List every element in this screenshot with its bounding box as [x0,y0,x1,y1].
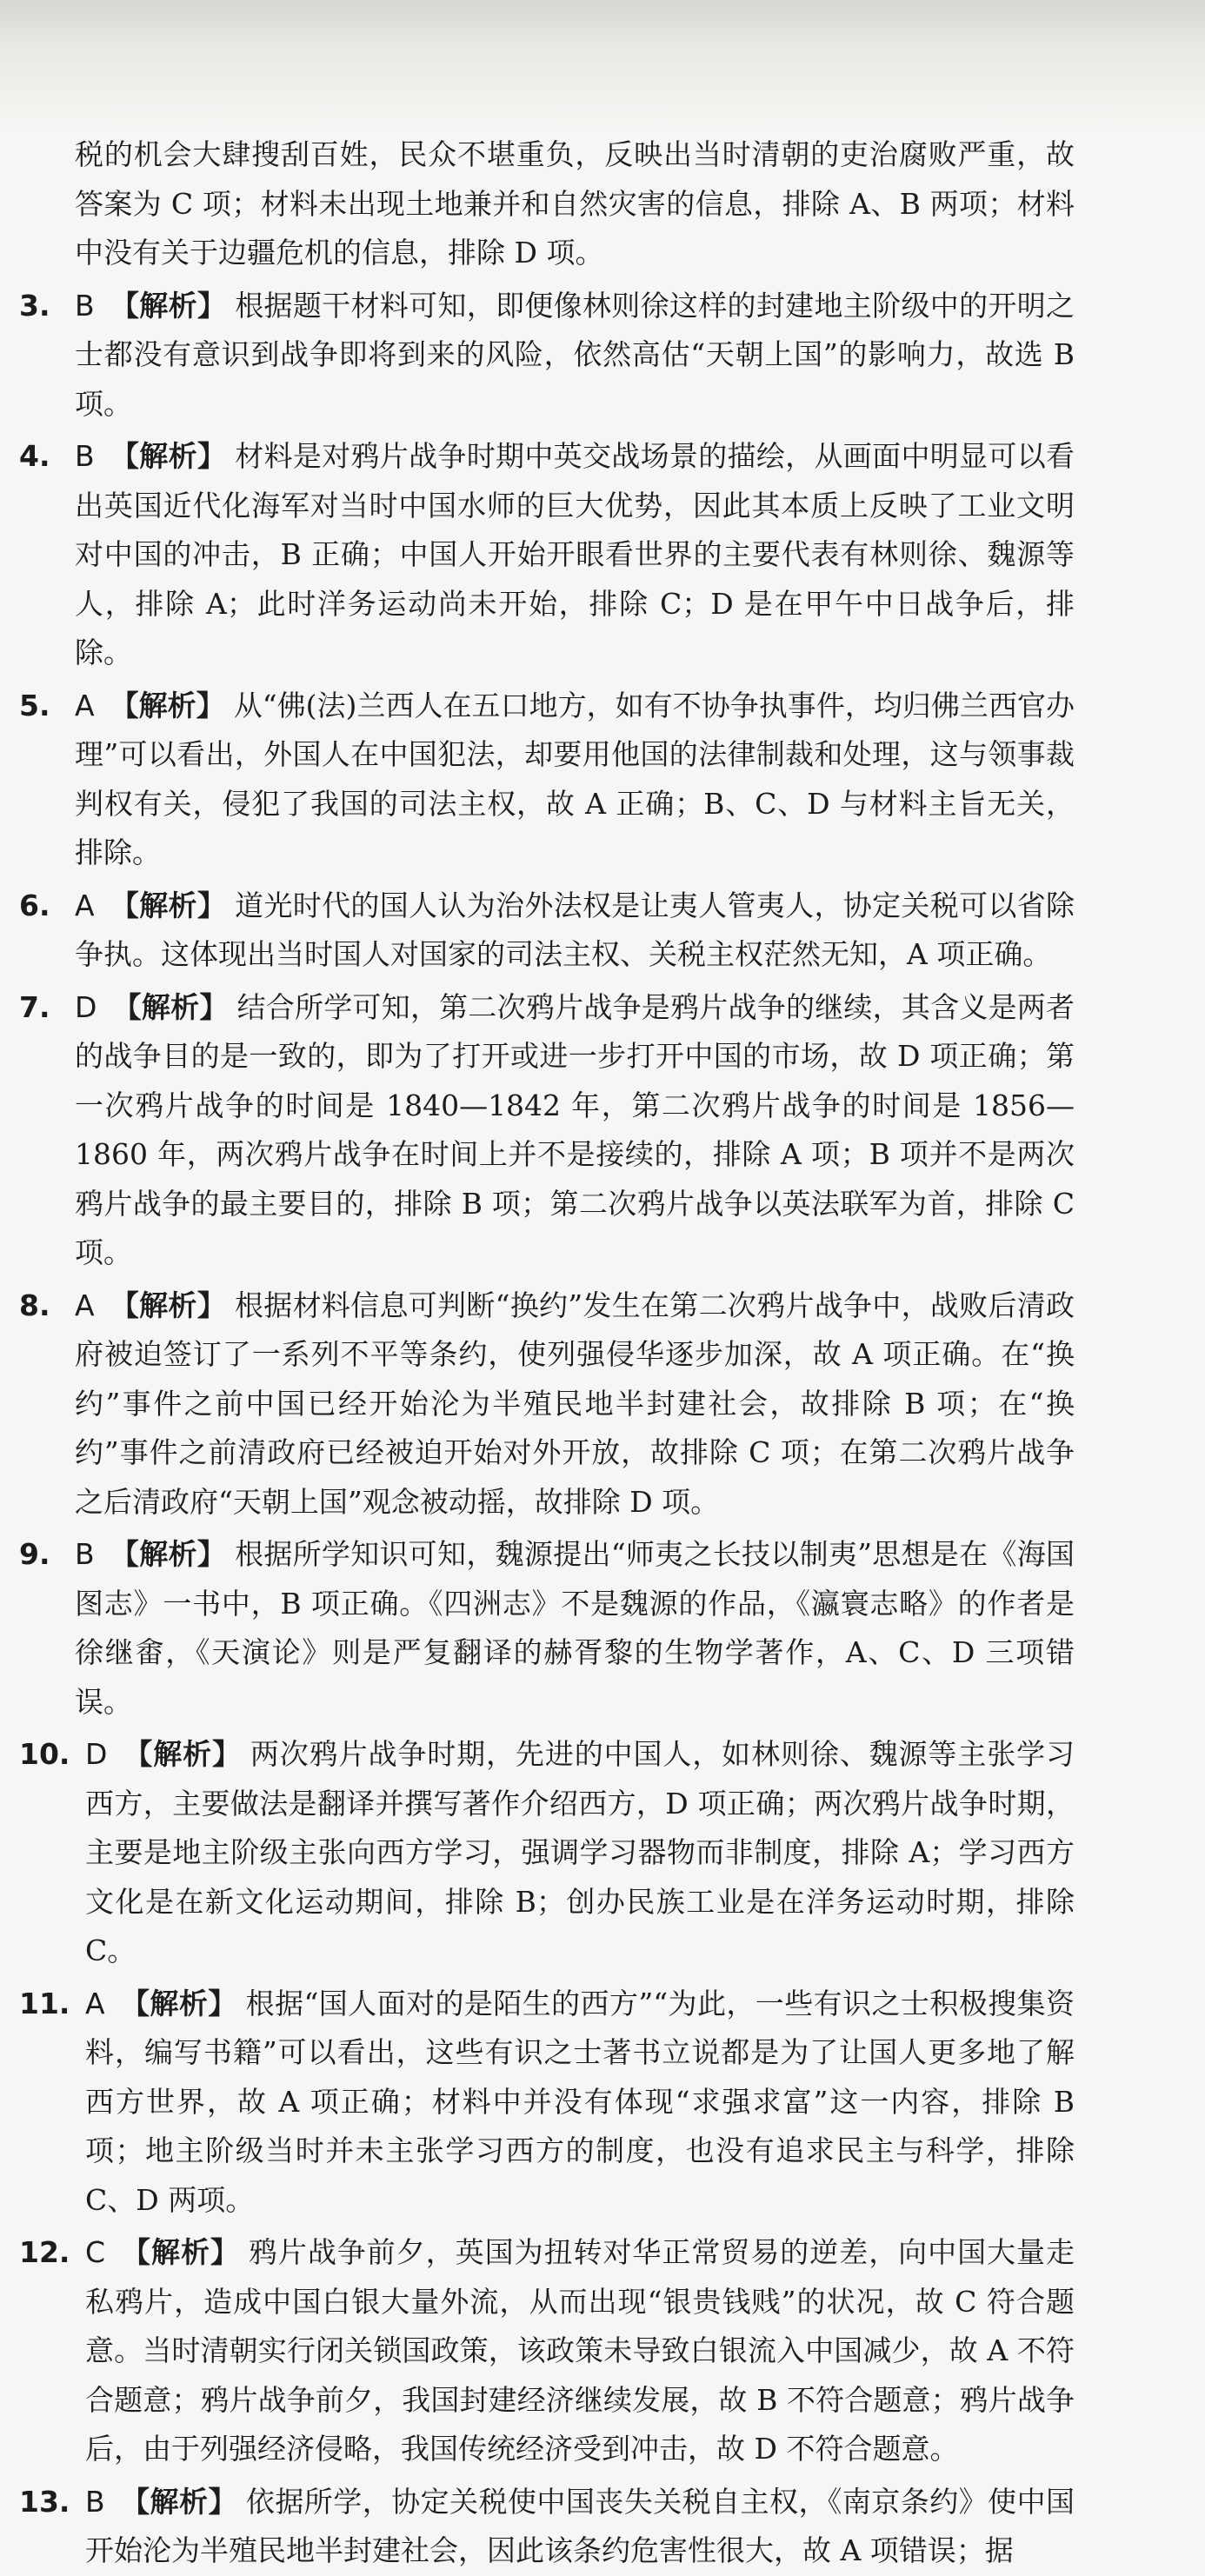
analysis-label: 【解析】 [123,1737,242,1771]
analysis-text: 结合所学可知，第二次鸦片战争是鸦片战争的继续，其含义是两者的战争目的是一致的，即为了打开或进一步打开中国的市场，故 D 项正确；第一次鸦片战争的时间是 1840—1842 年，第二次鸦片战争的时间是 1856—1860 年，两次鸦片战争在时间上并不是接续的，排除 A 项；B 项并不是两次鸦片战争的最主要目的，排除 B 项；第二次鸦片战争以英法联军为首，排除 C 项。 [75,989,1075,1269]
answer-letter: A [85,1986,105,2020]
analysis-label: 【解析】 [120,2484,237,2519]
answer-letter: A [75,888,95,922]
item-number: 11. [19,1986,70,2020]
answer-letter: A [75,688,95,722]
item-body [75,882,1075,980]
answer-item-3 [0,282,1205,429]
analysis-label: 【解析】 [110,888,227,922]
answer-page [0,130,1205,2576]
item-body [85,2228,1075,2474]
answer-letter: C [85,2235,106,2269]
answer-letter: B [75,439,95,473]
item-body [75,1281,1075,1528]
answer-letter: B [85,2484,105,2519]
item-body [75,282,1075,429]
analysis-text: 材料是对鸦片战争时期中英交战场景的描绘，从画面中明显可以看出英国近代化海军对当时中国水师的巨大优势，因此其本质上反映了工业文明对中国的冲击，B 正确；中国人开始开眼看世界的主要代表有林则徐、魏源等人，排除 A；此时洋务运动尚未开始，排除 C；D 是在甲午中日战争后，排除。 [75,439,1075,669]
answer-item-13 [0,2478,1205,2576]
item-number: 9. [19,1537,50,1571]
answer-item-7 [0,983,1205,1278]
analysis-label: 【解析】 [110,1288,227,1322]
answer-item-11 [0,1980,1205,2226]
answer-letter: D [75,989,97,1024]
answer-item-8 [0,1281,1205,1528]
analysis-text: 依据所学，协定关税使中国丧失关税自主权，《南京条约》使中国开始沦为半殖民地半封建社会，因此该条约危害性很大，故 A 项错误；据 [85,2484,1075,2567]
item-body [75,432,1075,678]
answer-letter: B [75,288,95,323]
analysis-label: 【解析】 [110,439,227,473]
item-number: 6. [19,888,50,922]
item-body [75,1530,1075,1727]
answer-item-12 [0,2228,1205,2474]
answer-letter: D [85,1737,108,1771]
answer-letter: B [75,1537,95,1571]
analysis-label: 【解析】 [110,1537,227,1571]
item-body [85,1730,1075,1976]
answer-letter: A [75,1288,95,1322]
analysis-label: 【解析】 [121,2235,240,2269]
analysis-text: 根据“国人面对的是陌生的西方”“为此，一些有识之士积极搜集资料，编写书籍”可以看出，这些有识之士著书立说都是为了让国人更多地了解西方世界，故 A 项正确；材料中并没有体现“求强求富”这一内容，排除 B 项；地主阶级当时并未主张学习西方的制度，也没有追求民主与科学，排除 C、D 两项。 [85,1986,1075,2217]
continued-paragraph: 税的机会大肆搜刮百姓，民众不堪重负，反映出当时清朝的吏治腐败严重，故答案为 C 项；材料未出现土地兼并和自然灾害的信息，排除 A、B 两项；材料中没有关于边疆危机的信息，排除 D 项。 [75,137,1075,270]
item-body [75,682,1075,878]
analysis-label: 【解析】 [112,989,229,1024]
analysis-text: 鸦片战争前夕，英国为扭转对华正常贸易的逆差，向中国大量走私鸦片，造成中国白银大量外流，从而出现“银贵钱贱”的状况，故 C 符合题意。当时清朝实行闭关锁国政策，该政策未导致白银流入中国减少，故 A 不符合题意；鸦片战争前夕，我国封建经济继续发展，故 B 不符合题意；鸦片战争后，由于列强经济侵略，我国传统经济受到冲击，故 D 不符合题意。 [85,2235,1075,2466]
item-body [85,1980,1075,2226]
analysis-text: 根据题干材料可知，即便像林则徐这样的封建地主阶级中的开明之士都没有意识到战争即将到来的风险，依然高估“天朝上国”的影响力，故选 B 项。 [75,288,1075,421]
analysis-label: 【解析】 [120,1986,237,2020]
answer-item-4 [0,432,1205,678]
item-number: 13. [19,2484,70,2519]
item-body [85,2478,1075,2576]
scan-shadow [0,0,1205,130]
answer-item-10 [0,1730,1205,1976]
analysis-label: 【解析】 [110,688,225,722]
answer-item-5 [0,682,1205,878]
item-number: 8. [19,1288,50,1322]
item-number: 4. [19,439,50,473]
analysis-text: 道光时代的国人认为治外法权是让夷人管夷人，协定关税可以省除争执。这体现出当时国人对国家的司法主权、关税主权茫然无知，A 项正确。 [75,888,1075,971]
item-number: 7. [19,989,50,1024]
item-number: 5. [19,688,50,722]
item-number: 3. [19,288,50,323]
item-number: 10. [19,1737,70,1771]
analysis-text: 根据材料信息可判断“换约”发生在第二次鸦片战争中，战败后清政府被迫签订了一系列不平等条约，使列强侵华逐步加深，故 A 项正确。在“换约”事件之前中国已经开始沦为半殖民地半封建社会，故排除 B 项；在“换约”事件之前清政府已经被迫开始对外开放，故排除 C 项；在第二次鸦片战争之后清政府“天朝上国”观念被动摇，故排除 D 项。 [75,1288,1075,1519]
analysis-text: 根据所学知识可知，魏源提出“师夷之长技以制夷”思想是在《海国图志》一书中，B 项正确。《四洲志》不是魏源的作品，《瀛寰志略》的作者是徐继畬，《天演论》则是严复翻译的赫胥黎的生物学著作，A、C、D 三项错误。 [75,1537,1075,1719]
analysis-text: 两次鸦片战争时期，先进的中国人，如林则徐、魏源等主张学习西方，主要做法是翻译并撰写著作介绍西方，D 项正确；两次鸦片战争时期，主要是地主阶级主张向西方学习，强调学习器物而非制度，排除 A；学习西方文化是在新文化运动期间，排除 B；创办民族工业是在洋务运动时期，排除 C。 [85,1737,1075,1967]
answer-item-9 [0,1530,1205,1727]
analysis-label: 【解析】 [110,288,227,323]
answer-item-6 [0,882,1205,980]
analysis-text: 从“佛(法)兰西人在五口地方，如有不协争执事件，均归佛兰西官办理”可以看出，外国人在中国犯法，却要用他国的法律制裁和处理，这与领事裁判权有关，侵犯了我国的司法主权，故 A 正确；B、C、D 与材料主旨无关，排除。 [75,688,1075,869]
item-body [75,983,1075,1278]
item-number: 12. [19,2235,70,2269]
